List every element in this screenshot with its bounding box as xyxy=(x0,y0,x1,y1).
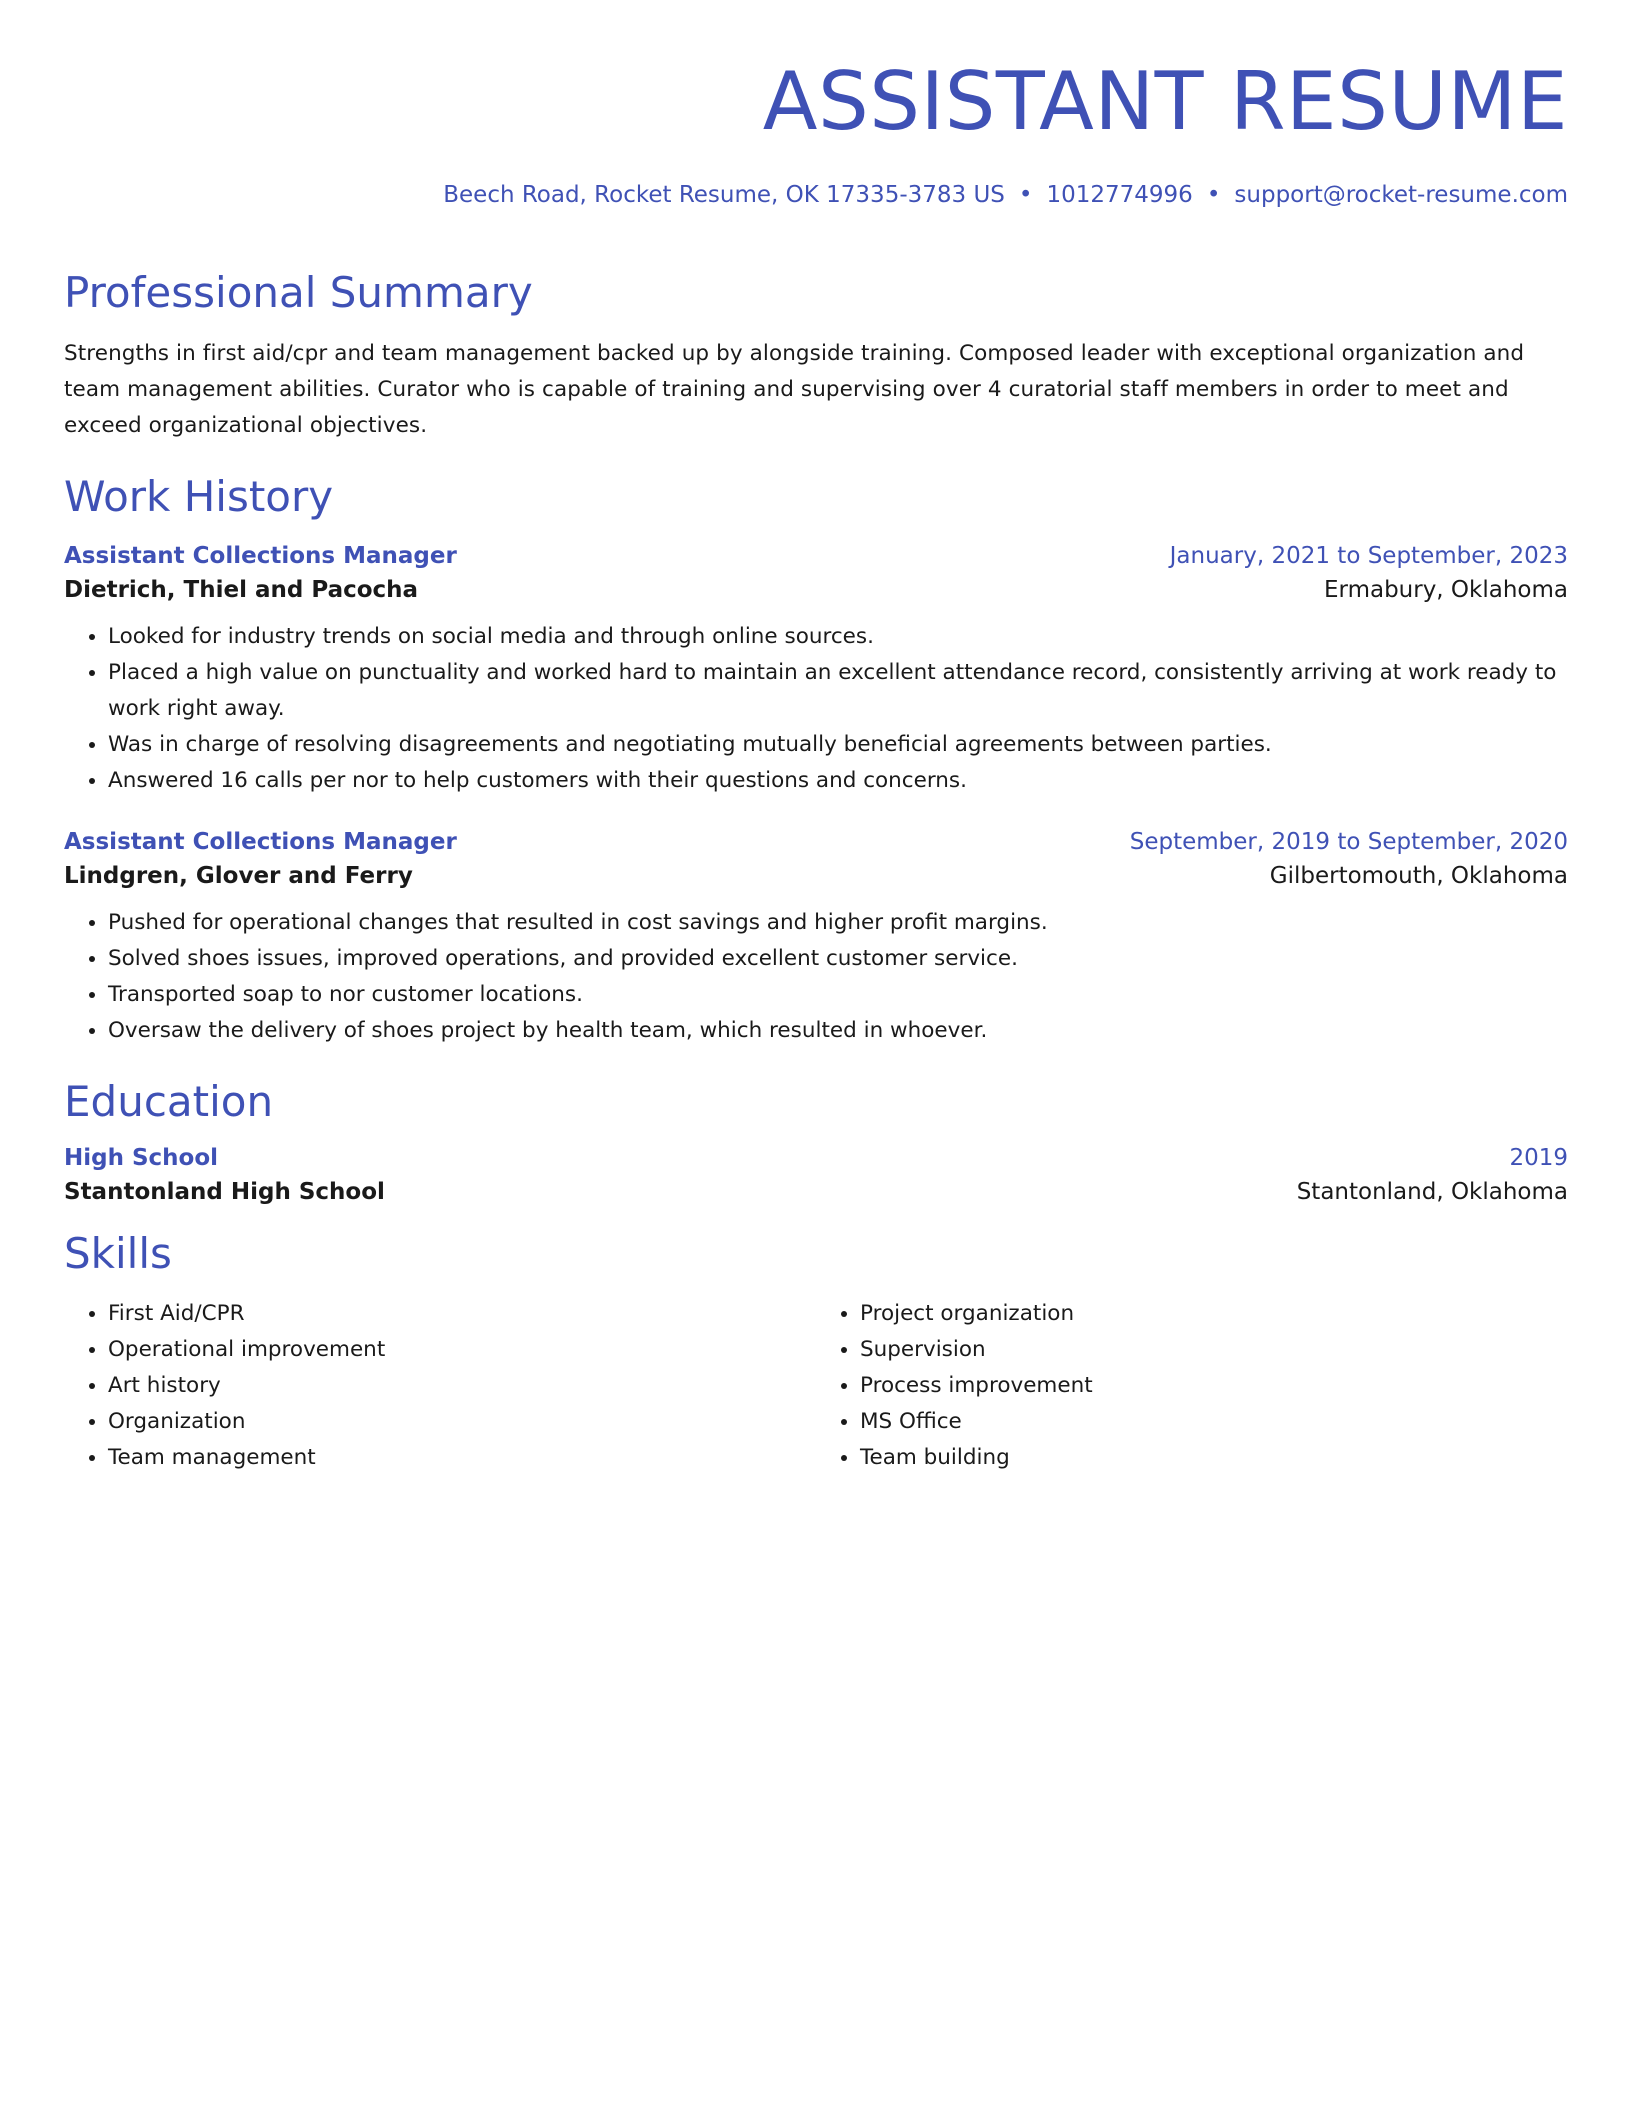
job-location: Gilbertomouth, Oklahoma xyxy=(1269,862,1568,889)
job-entry xyxy=(64,829,1568,1049)
skill-item: • Process improvement xyxy=(860,1368,1568,1404)
skills-column-right xyxy=(816,1296,1568,1476)
skill-item: • MS Office xyxy=(860,1404,1568,1440)
resume-name: ASSISTANT RESUME xyxy=(762,55,1568,148)
job-bullet: • Answered 16 calls per nor to help customers with their questions and concerns. xyxy=(108,763,1568,799)
skill-item: • Supervision xyxy=(860,1332,1568,1368)
job-bullet: • Transported soap to nor customer locations. xyxy=(108,977,1568,1013)
contact-address: Beech Road, Rocket Resume, OK 17335-3783 US xyxy=(443,182,1005,208)
education-heading: Education xyxy=(64,1076,274,1126)
skills-heading: Skills xyxy=(64,1229,172,1279)
summary-heading: Professional Summary xyxy=(64,268,533,317)
skill-item: • Team management xyxy=(108,1440,816,1476)
skill-item: • First Aid/CPR xyxy=(108,1296,816,1332)
education-location: Stantonland, Oklahoma xyxy=(1296,1179,1568,1206)
job-entry xyxy=(64,543,1568,799)
job-bullet: • Oversaw the delivery of shoes project by health team, which resulted in whoever. xyxy=(108,1013,1568,1049)
job-bullet: • Pushed for operational changes that resulted in cost savings and higher profit margins. xyxy=(108,905,1568,941)
work-history-heading: Work History xyxy=(64,472,334,522)
job-company: Lindgren, Glover and Ferry xyxy=(64,862,413,889)
education-degree: High School xyxy=(64,1145,219,1172)
contact-email[interactable]: support@rocket-resume.com xyxy=(1234,182,1568,208)
contact-separator: • xyxy=(1018,182,1033,208)
skills-column-left xyxy=(64,1296,816,1476)
job-company: Dietrich, Thiel and Pacocha xyxy=(64,576,419,603)
job-bullets xyxy=(64,619,1568,799)
job-bullet: • Looked for industry trends on social media and through online sources. xyxy=(108,619,1568,655)
contact-phone: 1012774996 xyxy=(1046,182,1193,208)
skill-item: • Art history xyxy=(108,1368,816,1404)
skill-item: • Project organization xyxy=(860,1296,1568,1332)
contact-separator: • xyxy=(1206,182,1221,208)
job-dates: September, 2019 to September, 2020 xyxy=(1129,828,1568,855)
contact-line xyxy=(64,182,1568,208)
education-school: Stantonland High School xyxy=(64,1179,385,1206)
job-bullet: • Placed a high value on punctuality and worked hard to maintain an excellent attendance record, consistently arriving at work ready to work right away. xyxy=(108,655,1568,727)
job-bullet: • Solved shoes issues, improved operations, and provided excellent customer service. xyxy=(108,941,1568,977)
job-bullets xyxy=(64,905,1568,1049)
education-entry xyxy=(64,1145,1568,1205)
job-dates: January, 2021 to September, 2023 xyxy=(1169,542,1568,569)
skill-item: • Organization xyxy=(108,1404,816,1440)
skills-list xyxy=(64,1296,1568,1476)
job-role: Assistant Collections Manager xyxy=(64,828,457,855)
job-location: Ermabury, Oklahoma xyxy=(1323,576,1568,603)
summary-text: Strengths in first aid/cpr and team management backed up by alongside training. Composed leader with exceptional organization and team management abilities. Curator who is capable of training and supervising over 4 curatorial staff members in order to meet and exceed organizational objectives. xyxy=(64,341,1525,439)
skill-item: • Team building xyxy=(860,1440,1568,1476)
job-bullet: • Was in charge of resolving disagreements and negotiating mutually beneficial agreements between parties. xyxy=(108,727,1568,763)
education-year: 2019 xyxy=(1509,1145,1568,1172)
job-role: Assistant Collections Manager xyxy=(64,542,457,569)
skill-item: • Operational improvement xyxy=(108,1332,816,1368)
